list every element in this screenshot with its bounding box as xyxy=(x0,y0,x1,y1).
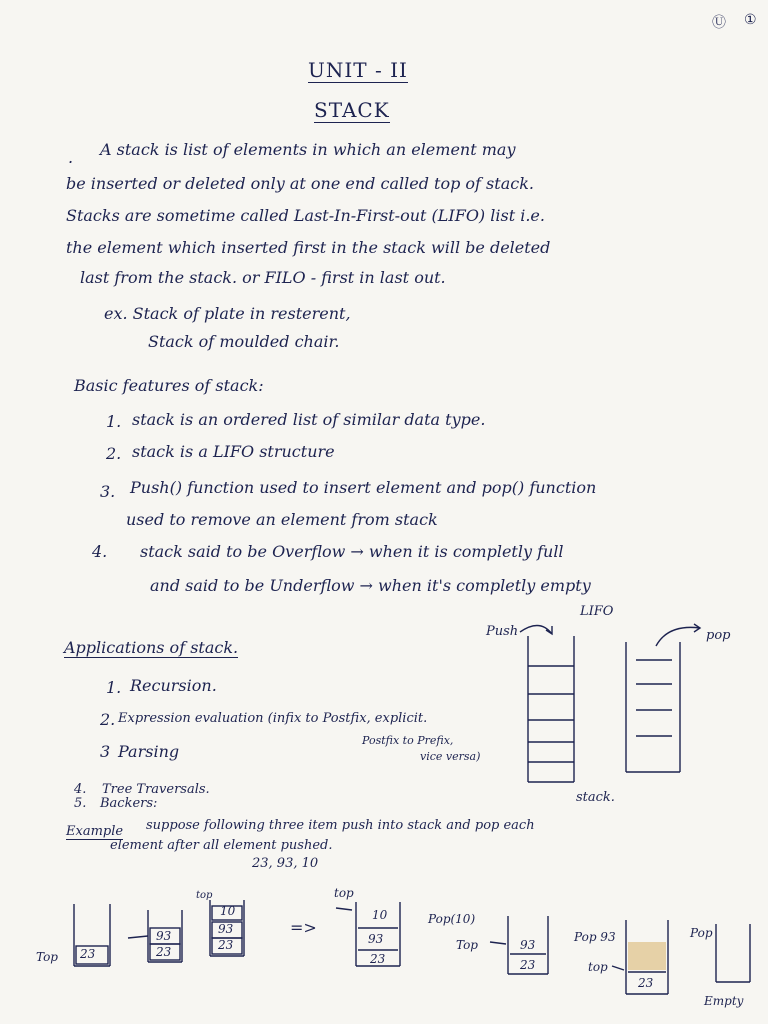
feature-text-2: stack is a LIFO structure xyxy=(132,442,335,461)
intro-line-3: Stacks are sometime called Last-In-First-out (LIFO) list i.e. xyxy=(66,206,545,225)
push-label: Push xyxy=(486,624,519,639)
app-num-3: 3 xyxy=(100,742,111,761)
seq4-val-1: 10 xyxy=(372,908,388,922)
app-text-3: Parsing xyxy=(118,742,180,761)
seq4-val-2: 93 xyxy=(368,932,384,946)
seq-stack-7 xyxy=(716,924,750,982)
feature-num-4: 4. xyxy=(92,542,108,561)
app-num-4: 4. xyxy=(74,782,87,797)
feature-text-4b: and said to be Underflow → when it's completly empty xyxy=(150,576,591,595)
seq-pop93-label: Pop 93 xyxy=(574,930,616,944)
feature-num-2: 2. xyxy=(106,444,122,463)
seq4-top-label: top xyxy=(334,886,354,900)
seq-empty-label: Empty xyxy=(704,994,744,1008)
feature-text-1: stack is an ordered list of similar data type. xyxy=(132,410,486,429)
app-num-2: 2. xyxy=(100,710,116,729)
seq3-val-3: 23 xyxy=(218,938,234,952)
seq4-val-3: 23 xyxy=(370,952,386,966)
example-text-1: suppose following three item push into stack and pop each xyxy=(146,818,535,833)
seq3-val-1: 10 xyxy=(220,904,236,918)
feature-text-4: stack said to be Overflow → when it is completly full xyxy=(140,542,564,561)
app-text-4: Tree Traversals. xyxy=(102,782,210,797)
feature-num-1: 1. xyxy=(106,412,122,431)
seq6-val-1: 23 xyxy=(638,976,654,990)
seq-implies-arrow: => xyxy=(290,918,317,937)
feature-num-3: 3. xyxy=(100,482,116,501)
seq-arrow-top xyxy=(336,908,352,910)
seq-pop-last-label: Pop xyxy=(690,926,713,940)
seq-arrow-top-3 xyxy=(612,966,624,970)
feature-text-3: Push() function used to insert element and pop() function xyxy=(130,478,597,497)
seq-pop10-label: Pop(10) xyxy=(428,912,476,926)
example-label: Example xyxy=(66,824,124,839)
stack-subtitle: STACK xyxy=(314,98,390,122)
unit-title: UNIT - II xyxy=(308,58,408,82)
lifo-label: LIFO xyxy=(580,604,614,619)
seq-arrow-top-2 xyxy=(490,942,506,944)
seq5-val-2: 23 xyxy=(520,958,536,972)
seq2-val-2: 23 xyxy=(156,945,172,959)
example-values: 23, 93, 10 xyxy=(252,856,319,871)
intro-bullet: . xyxy=(68,148,74,167)
lifo-caption: stack. xyxy=(576,790,615,805)
page-mark-left: Ⓤ xyxy=(712,15,726,31)
page-mark-right: ① xyxy=(744,12,757,28)
example-line-1: ex. Stack of plate in resterent, xyxy=(104,304,351,323)
app-num-1: 1. xyxy=(106,678,122,697)
app-text-2b: Postfix to Prefix, xyxy=(362,734,454,747)
app-text-2: Expression evaluation (infix to Postfix, explicit. xyxy=(118,711,428,726)
feature-text-3b: used to remove an element from stack xyxy=(126,510,438,529)
app-num-5: 5. xyxy=(74,796,87,811)
intro-line-5: last from the stack. or FILO - first in last out. xyxy=(80,268,446,287)
pop-label: pop xyxy=(706,628,731,643)
seq-arrow-1 xyxy=(128,936,148,938)
app-text-5: Backers: xyxy=(100,796,158,811)
seq2-val-1: 93 xyxy=(156,929,172,943)
intro-line-1: A stack is list of elements in which an element may xyxy=(100,140,516,159)
seq1-val-1: 23 xyxy=(80,947,96,961)
features-heading: Basic features of stack: xyxy=(74,376,264,395)
seq3-val-2: 93 xyxy=(218,922,234,936)
seq3-top-label: top xyxy=(196,890,213,901)
seq5-top-label: Top xyxy=(456,938,478,952)
applications-heading: Applications of stack. xyxy=(64,638,239,657)
seq6-top-label: top xyxy=(588,960,608,974)
example-text-2: element after all element pushed. xyxy=(110,838,333,853)
seq-top-label-1: Top xyxy=(36,950,58,964)
intro-line-4: the element which inserted first in the stack will be deleted xyxy=(66,238,551,257)
seq5-val-1: 93 xyxy=(520,938,536,952)
example-line-2: Stack of moulded chair. xyxy=(148,332,340,351)
intro-line-2: be inserted or deleted only at one end called top of stack. xyxy=(66,174,534,193)
app-text-2c: vice versa) xyxy=(420,750,481,763)
app-text-1: Recursion. xyxy=(130,676,217,695)
